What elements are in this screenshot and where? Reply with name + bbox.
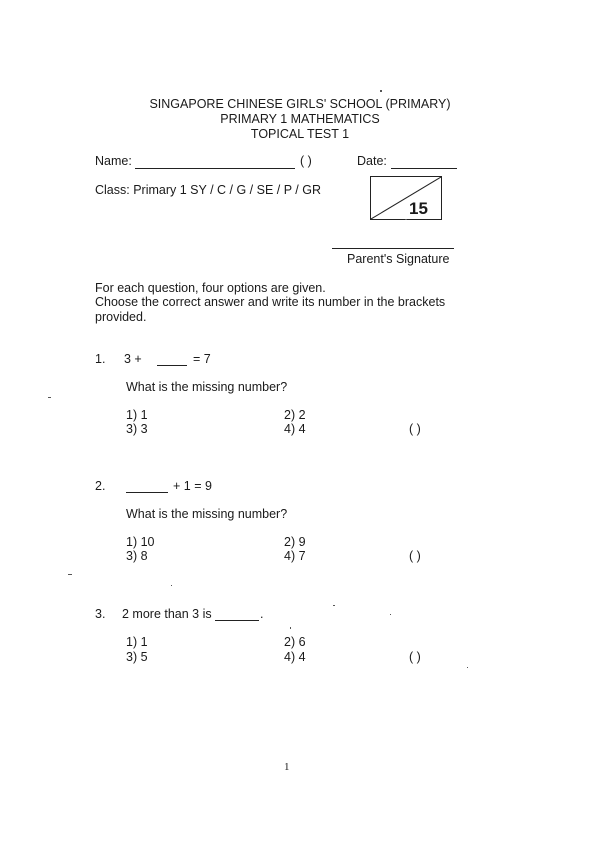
signature-line[interactable] <box>332 248 454 249</box>
question-2-option-3: 3) 8 <box>126 549 148 563</box>
scan-speck <box>333 605 335 606</box>
scan-speck <box>48 397 51 398</box>
scan-speck <box>290 627 291 629</box>
question-1-stem-end: = 7 <box>193 352 211 366</box>
total-marks: 15 <box>409 199 428 218</box>
scan-speck <box>68 574 72 575</box>
question-3-number: 3. <box>95 607 106 621</box>
page-number: 1 <box>284 761 290 773</box>
question-3-option-2: 2) 6 <box>284 635 306 649</box>
scan-speck <box>390 614 391 615</box>
scan-speck <box>467 667 468 668</box>
date-label: Date: <box>357 154 387 168</box>
question-1-option-4: 4) 4 <box>284 422 306 436</box>
scan-speck <box>380 90 382 92</box>
question-2-prompt: What is the missing number? <box>126 507 288 521</box>
question-1-blank <box>157 365 187 366</box>
question-2-option-4: 4) 7 <box>284 549 306 563</box>
question-3-stem-end: . <box>260 607 264 621</box>
question-2-number: 2. <box>95 479 106 493</box>
test-title: TOPICAL TEST 1 <box>250 127 350 141</box>
subject-title: PRIMARY 1 MATHEMATICS <box>220 112 380 126</box>
parent-signature-label: Parent's Signature <box>347 252 450 266</box>
register-number-bracket: ( ) <box>300 154 312 168</box>
question-3-option-4: 4) 4 <box>284 650 306 664</box>
name-line[interactable] <box>135 168 295 169</box>
school-title: SINGAPORE CHINESE GIRLS' SCHOOL (PRIMARY) <box>149 97 451 111</box>
question-1-answer-bracket[interactable]: ( ) <box>409 422 421 436</box>
question-1-option-3: 3) 3 <box>126 422 148 436</box>
question-1-option-1: 1) 1 <box>126 408 148 422</box>
question-2-option-2: 2) 9 <box>284 535 306 549</box>
question-2-option-1: 1) 10 <box>126 535 155 549</box>
instruction-line-3: provided. <box>95 310 147 324</box>
question-1-number: 1. <box>95 352 106 366</box>
question-3-blank <box>215 620 259 621</box>
question-3-answer-bracket[interactable]: ( ) <box>409 650 421 664</box>
instruction-line-1: For each question, four options are given. <box>95 281 326 295</box>
question-3-option-3: 3) 5 <box>126 650 148 664</box>
name-label: Name: <box>95 154 132 168</box>
question-3-stem-start: 2 more than 3 is <box>122 607 212 621</box>
scan-speck <box>405 219 407 220</box>
question-1-prompt: What is the missing number? <box>126 380 288 394</box>
question-2-stem-end: + 1 = 9 <box>173 479 212 493</box>
class-label: Class: Primary 1 SY / C / G / SE / P / GR <box>95 183 321 197</box>
scan-speck <box>171 585 172 586</box>
question-1-option-2: 2) 2 <box>284 408 306 422</box>
instruction-line-2: Choose the correct answer and write its number in the brackets <box>95 295 446 309</box>
question-2-blank <box>126 492 168 493</box>
score-box-diagonal <box>371 177 441 219</box>
question-1-stem-start: 3 + <box>124 352 142 366</box>
question-3-option-1: 1) 1 <box>126 635 148 649</box>
score-box <box>370 176 442 220</box>
question-2-answer-bracket[interactable]: ( ) <box>409 549 421 563</box>
date-line[interactable] <box>391 168 457 169</box>
